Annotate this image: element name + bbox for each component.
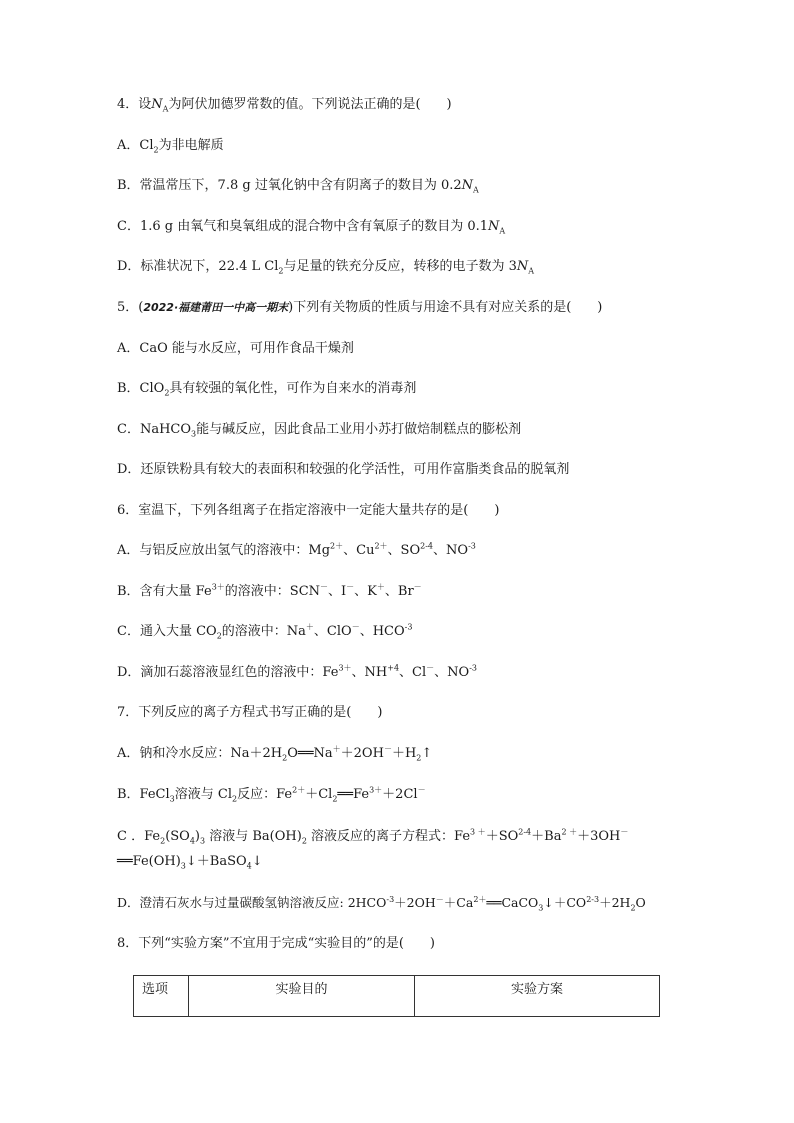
q6a-7: 、NO (433, 543, 469, 558)
q7a-2: 2 (282, 753, 288, 763)
q5-option-c (117, 421, 521, 439)
q5-stem (117, 299, 602, 317)
q4-option-b-sub: A (473, 185, 479, 195)
q6-option-c (117, 623, 412, 641)
q7d-5: ＋Ca (443, 895, 474, 910)
q6b-7: 、K (354, 584, 377, 599)
q7d-11: ＋2H (599, 895, 631, 910)
q7a-1: A．钠和冷水反应：Na＋2H (117, 746, 283, 761)
q5-option-c-text: C．NaHCO (117, 422, 192, 437)
q4-option-d-sub: 2 (278, 266, 284, 276)
q6b-10: － (413, 582, 422, 592)
q7c2-3: ↓＋BaSO (185, 854, 247, 869)
q7d-3: ＋2OH (394, 895, 436, 910)
q6a-5: 、SO (387, 543, 421, 558)
q7b-10: 3＋ (369, 785, 383, 795)
table-header-option: 选项 (134, 976, 189, 1017)
q4-text: 为阿伏加德罗常数的值。下列说法正确的是( ) (168, 97, 452, 112)
q7c-9: 溶液反应的离子方程式：Fe (306, 829, 471, 844)
q6c-7: 、HCO (359, 624, 405, 639)
q5-option-b-text: B．ClO (117, 381, 165, 396)
q7c2-1: ══Fe(OH) (117, 854, 181, 869)
q4-option-d-text2: 与足量的铁充分反应，转移的电子数为 3 (283, 259, 517, 274)
q4-option-b (117, 177, 479, 195)
q6c-4: ＋ (305, 622, 314, 632)
q6c-2: 2 (216, 631, 222, 641)
q4-option-c (117, 218, 505, 236)
q4-option-a-sub: 2 (153, 145, 159, 155)
q4-option-c-sub: A (499, 226, 506, 236)
q6a-8: -3 (468, 541, 476, 551)
q7c-6: 3 (200, 836, 206, 846)
q7a-4: ＋ (332, 744, 341, 754)
q6b-4: － (320, 582, 329, 592)
q7-option-a (117, 745, 432, 763)
q4-stem (117, 96, 452, 114)
q7d-7: ══CaCO (486, 895, 539, 910)
q7d-2: -3 (386, 894, 395, 904)
q6a-4: 2＋ (374, 541, 388, 551)
q6d-4: +4 (387, 663, 400, 673)
q4-number: 4．设 (117, 97, 152, 112)
q6d-2: 3＋ (338, 663, 352, 673)
q7b-2: 3 (169, 794, 175, 804)
q7b-9: ══Fe (337, 787, 370, 802)
q7a-8: 2 (416, 753, 422, 763)
q7a-5: ＋2OH (340, 746, 384, 761)
q7c-3: (SO (165, 829, 190, 844)
q7a-6: － (383, 744, 392, 754)
q6d-3: 、NH (351, 665, 388, 680)
q7b-12: － (417, 785, 426, 795)
q7d-1: D．澄清石灰水与过量碳酸氢钠溶液反应: 2HCO (117, 895, 387, 910)
q7-stem: 7．下列反应的离子方程式书写正确的是( ) (117, 705, 383, 720)
q6-stem: 6．室温下，下列各组离子在指定溶液中一定能大量共存的是( ) (117, 503, 500, 518)
q7c-16: － (620, 827, 629, 837)
q6b-1: B．含有大量 Fe (117, 584, 212, 599)
q4-option-c-text: C．1.6 g 由氧气和臭氧组成的混合物中含有氧原子的数目为 0.1 (117, 219, 489, 234)
q6c-3: 的溶液中：Na (221, 624, 306, 639)
avogadro-symbol: N (151, 97, 163, 112)
q6a-1: A．与铝反应放出氢气的溶液中：Mg (117, 543, 331, 558)
q6-option-b (117, 583, 422, 601)
q7d-10: 2-3 (586, 894, 600, 904)
q5-option-c-text2: 能与碱反应，因此食品工业用小苏打做焙制糕点的膨松剂 (196, 422, 522, 437)
q6c-1: C．通入大量 CO (117, 624, 217, 639)
q7c-12: 2-4 (518, 827, 532, 837)
q6d-7: 、NO (434, 665, 470, 680)
q5-number: 5．( (117, 300, 144, 315)
avogadro-subscript: A (162, 104, 169, 114)
q6a-6: 2-4 (420, 541, 434, 551)
q7b-8: 2 (332, 794, 338, 804)
q7a-9: ↑ (421, 746, 433, 761)
q7c-8: 2 (301, 836, 307, 846)
q4-option-a-text2: 为非电解质 (158, 138, 224, 153)
q6c-8: -3 (404, 622, 413, 632)
q7b-1: B．FeCl (117, 787, 170, 802)
q5-option-b-text2: 具有较强的氧化性，可作为自来水的消毒剂 (169, 381, 417, 396)
q6b-8: ＋ (376, 582, 385, 592)
q4-option-a-text: A．Cl (117, 138, 154, 153)
q6c-5: 、ClO (313, 624, 352, 639)
q7c2-5: ↓ (251, 854, 263, 869)
q6d-8: -3 (469, 663, 477, 673)
q6a-2: 2＋ (330, 541, 344, 551)
q7-option-d (117, 894, 646, 912)
q4-option-b-symbol: N (461, 178, 473, 193)
q7c-15: ＋3OH (577, 829, 621, 844)
q7d-6: 2＋ (473, 894, 487, 904)
q7b-4: 2 (232, 794, 238, 804)
q7d-12: 2 (630, 903, 636, 913)
q6b-9: 、Br (384, 584, 414, 599)
q6b-5: 、I (328, 584, 347, 599)
q7b-11: ＋2Cl (382, 787, 418, 802)
q6-option-d (117, 664, 477, 682)
q8-stem: 8．下列“实验方案”不宜用于完成“实验目的”的是( ) (117, 936, 435, 951)
q7-option-c-line1 (117, 828, 628, 846)
q4-option-d-text: D．标准状况下，22.4 L Cl (117, 259, 279, 274)
q7c2-2: 3 (180, 861, 186, 871)
q7d-4: － (435, 894, 444, 904)
q4-option-d-sub2: A (528, 266, 535, 276)
q7c-4: 4 (189, 836, 195, 846)
q7d-13: O (635, 895, 646, 910)
q4-option-d (117, 258, 534, 276)
q7-option-b (117, 786, 426, 804)
q7b-3: 溶液与 Cl (174, 787, 233, 802)
q4-option-c-symbol: N (488, 219, 500, 234)
table-header-plan: 实验方案 (415, 976, 660, 1017)
q5-option-b-sub: 2 (164, 388, 170, 398)
q7a-3: O══Na (287, 746, 333, 761)
q7b-6: 2＋ (292, 785, 306, 795)
q6b-6: － (346, 582, 355, 592)
q7b-5: 反应：Fe (237, 787, 293, 802)
q5-text: )下列有关物质的性质与用途不具有对应关系的是( ) (288, 300, 603, 315)
q6-option-a (117, 542, 476, 560)
q7d-9: ↓＋CO (543, 895, 587, 910)
q5-option-d: D．还原铁粉具有较大的表面积和较强的化学活性，可用作富脂类食品的脱氧剂 (117, 462, 570, 477)
q6b-3: 的溶液中：SCN (224, 584, 321, 599)
q4-option-a (117, 137, 224, 155)
q6b-2: 3＋ (211, 582, 225, 592)
q7c-2: 2 (160, 836, 166, 846)
q6c-6: － (351, 622, 360, 632)
q4-option-b-text: B．常温常压下，7.8 g 过氧化钠中含有阴离子的数目为 0.2 (117, 178, 462, 193)
q5-option-c-sub: 3 (191, 429, 197, 439)
q7a-7: ＋H (391, 746, 417, 761)
q6d-6: － (426, 663, 435, 673)
q5-option-a: A．CaO 能与水反应，可用作食品干燥剂 (117, 341, 354, 356)
q7c-11: ＋SO (485, 829, 519, 844)
q7c-5: ) (194, 829, 200, 844)
q7d-8: 3 (538, 903, 544, 913)
q7b-7: ＋Cl (305, 787, 333, 802)
q7c-1: C ．Fe (117, 829, 161, 844)
q7c-7: 溶液与 Ba(OH) (205, 829, 302, 844)
q7c-14: 2 ＋ (561, 827, 578, 837)
table-header-purpose: 实验目的 (189, 976, 415, 1017)
q7c-13: ＋Ba (531, 829, 562, 844)
q7c2-4: 4 (246, 861, 252, 871)
q8-table (133, 975, 660, 1017)
q7c-10: 3 ＋ (470, 827, 486, 837)
q4-option-d-symbol: N (516, 259, 529, 274)
q5-option-b (117, 380, 416, 398)
table-header-row (134, 976, 660, 1017)
q6d-1: D．滴加石蕊溶液显红色的溶液中：Fe (117, 665, 339, 680)
q5-source: 2022·福建莆田一中高一期末 (143, 301, 289, 314)
q7-option-c-line2 (117, 853, 263, 871)
q6d-5: 、Cl (399, 665, 427, 680)
q6a-3: 、Cu (343, 543, 375, 558)
